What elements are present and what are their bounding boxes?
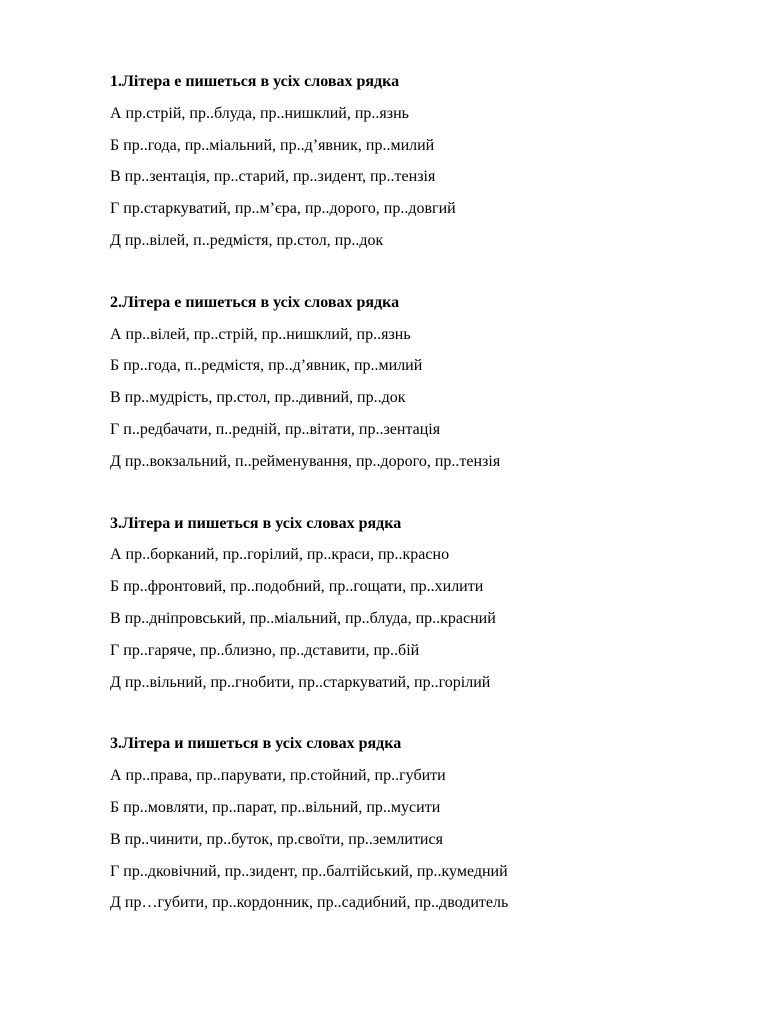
question-3	[110, 508, 730, 699]
question-4	[110, 728, 730, 919]
answer-option-d: Д пр..вокзальний, п..рейменування, пр..дорого, пр..тензія	[110, 452, 501, 470]
question-2	[110, 287, 730, 478]
answer-option-b: Б пр..фронтовий, пр..подобний, пр..гощати, пр..хилити	[110, 578, 484, 596]
document-page	[110, 66, 730, 949]
answer-option-a: А пр..права, пр..парувати, пр.стойний, пр..губити	[110, 767, 446, 785]
answer-option-v: В пр..зентація, пр..старий, пр..зидент, пр..тензія	[110, 168, 436, 186]
question-title: 1.Літера е пишеться в усіх словах рядка	[110, 73, 400, 90]
question-title: 2.Літера е пишеться в усіх словах рядка	[110, 293, 400, 311]
answer-option-h: Г пр.старкуватий, пр..м’єра, пр..дорого, пр..довгий	[110, 200, 456, 218]
answer-option-h: Г п..редбачати, п..редній, пр..вітати, пр..зентація	[110, 420, 441, 438]
answer-option-d: Д пр..вілей, п..редмістя, пр.стол, пр..док	[110, 231, 384, 249]
answer-option-a: А пр..борканий, пр..горілий, пр..краси, пр..красно	[110, 546, 450, 564]
answer-option-d: Д пр…губити, пр..кордонник, пр..садибний, пр..дводитель	[110, 894, 509, 912]
question-title: 3.Літера и пишеться в усіх словах рядка	[110, 735, 402, 753]
answer-option-a: А пр..вілей, пр..стрій, пр..нишклий, пр..язнь	[110, 325, 411, 343]
answer-option-h: Г пр..дковічний, пр..зидент, пр..балтійський, пр..кумедний	[110, 862, 508, 880]
answer-option-v: В пр..чинити, пр..буток, пр.своїти, пр..землитися	[110, 830, 443, 848]
answer-option-b: Б пр..года, п..редмістя, пр..д’явник, пр..милий	[110, 357, 423, 375]
answer-option-a: А пр.стрій, пр..блуда, пр..нишклий, пр..язнь	[110, 104, 409, 122]
answer-option-d: Д пр..вільний, пр..гнобити, пр..старкуватий, пр..горілий	[110, 673, 491, 691]
answer-option-b: Б пр..мовляти, пр..парат, пр..вільний, пр..мусити	[110, 798, 441, 816]
answer-option-v: В пр..дніпровський, пр..міальний, пр..блуда, пр..красний	[110, 609, 496, 627]
answer-option-b: Б пр..года, пр..міальний, пр..д’явник, пр..милий	[110, 136, 435, 154]
question-1	[110, 66, 730, 257]
answer-option-v: В пр..мудрість, пр.стол, пр..дивний, пр..док	[110, 389, 406, 407]
answer-option-h: Г пр..гаряче, пр..близно, пр..дставити, пр..бій	[110, 641, 420, 659]
question-title: 3.Літера и пишеться в усіх словах рядка	[110, 514, 402, 532]
